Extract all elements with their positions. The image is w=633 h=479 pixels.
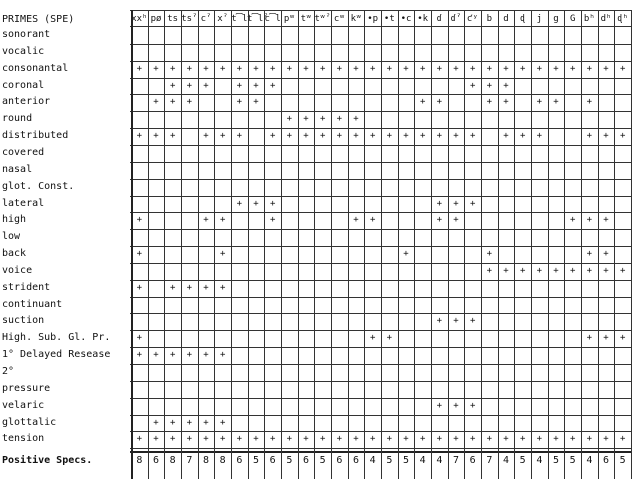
plus-mark: +	[253, 198, 259, 209]
grid-line	[181, 10, 182, 479]
grid-line	[414, 10, 415, 479]
column-header: c͡l	[264, 14, 281, 24]
grid-line	[348, 10, 349, 479]
feature-label: tension	[2, 433, 45, 445]
feature-label: suction	[2, 315, 45, 327]
total-value: 4	[586, 455, 593, 467]
plus-mark: +	[203, 215, 209, 226]
plus-mark: +	[453, 131, 459, 142]
total-value: 6	[302, 455, 310, 467]
plus-mark: +	[169, 63, 176, 74]
feature-label: high	[2, 214, 27, 226]
plus-mark: +	[186, 434, 193, 445]
column-header: xˀ	[217, 14, 229, 24]
column-header: t͡l	[231, 14, 248, 24]
plus-mark: +	[469, 434, 476, 445]
total-value: 7	[186, 455, 193, 467]
total-value: 4	[369, 455, 376, 467]
column-header: tʷˀ	[314, 14, 331, 24]
total-value: 6	[236, 455, 243, 467]
plus-mark: +	[353, 434, 359, 445]
plus-mark: +	[186, 80, 193, 91]
plus-mark: +	[486, 434, 493, 445]
plus-mark: +	[536, 434, 543, 445]
plus-mark: +	[253, 97, 259, 108]
plus-mark: +	[569, 63, 576, 74]
plus-mark: +	[203, 80, 209, 91]
plus-mark: +	[586, 131, 593, 142]
total-value: 8	[219, 455, 226, 467]
plus-mark: +	[236, 131, 243, 142]
plus-mark: +	[619, 265, 626, 276]
plus-mark: +	[203, 434, 209, 445]
plus-mark: +	[153, 417, 159, 428]
plus-mark: +	[486, 265, 493, 276]
feature-label: anterior	[2, 96, 51, 108]
plus-mark: +	[569, 215, 576, 226]
plus-mark: +	[586, 63, 593, 74]
feature-label: glot. Const.	[2, 180, 75, 192]
feature-label: glottalic	[2, 416, 57, 428]
feature-label: voice	[2, 264, 33, 276]
plus-mark: +	[219, 434, 226, 445]
plus-mark: +	[186, 350, 193, 361]
feature-label: covered	[2, 146, 45, 158]
totals-label: Positive Specs.	[2, 455, 93, 467]
plus-mark: +	[203, 350, 209, 361]
plus-mark: +	[319, 434, 326, 445]
column-header: cʷ	[333, 14, 345, 24]
plus-mark: +	[253, 80, 259, 91]
total-value: 5	[319, 455, 326, 467]
plus-mark: +	[403, 434, 409, 445]
plus-mark: +	[269, 434, 276, 445]
plus-mark: +	[236, 63, 243, 74]
plus-mark: +	[169, 417, 176, 428]
total-value: 5	[386, 455, 393, 467]
plus-mark: +	[386, 131, 393, 142]
plus-mark: +	[453, 400, 459, 411]
grid-line	[264, 10, 265, 479]
column-header: d	[503, 14, 509, 24]
plus-mark: +	[369, 333, 376, 344]
plus-mark: +	[453, 215, 459, 226]
plus-mark: +	[453, 198, 459, 209]
plus-mark: +	[136, 350, 143, 361]
plus-mark: +	[586, 434, 593, 445]
plus-mark: +	[153, 97, 159, 108]
grid-line	[198, 10, 199, 479]
plus-mark: +	[503, 80, 509, 91]
plus-mark: +	[136, 434, 143, 445]
total-value: 8	[169, 455, 176, 467]
plus-mark: +	[269, 198, 276, 209]
plus-mark: +	[303, 434, 309, 445]
plus-mark: +	[286, 114, 293, 125]
grid-line	[631, 10, 632, 479]
plus-mark: +	[469, 80, 476, 91]
plus-mark: +	[519, 434, 526, 445]
column-header: g	[553, 14, 559, 24]
plus-mark: +	[269, 215, 276, 226]
column-header: ts	[167, 14, 179, 24]
feature-label: lateral	[2, 197, 45, 209]
total-value: 5	[252, 455, 260, 467]
grid-line	[448, 10, 449, 479]
plus-mark: +	[369, 63, 376, 74]
grid-line	[231, 10, 232, 479]
plus-mark: +	[603, 333, 609, 344]
plus-mark: +	[203, 282, 209, 293]
plus-mark: +	[219, 350, 226, 361]
plus-mark: +	[186, 97, 193, 108]
plus-mark: +	[453, 316, 459, 327]
plus-mark: +	[169, 131, 176, 142]
grid-line	[298, 10, 299, 479]
plus-mark: +	[486, 97, 493, 108]
grid-line	[481, 10, 482, 479]
column-header: ƈʸ	[467, 14, 479, 24]
plus-mark: +	[169, 282, 176, 293]
total-value: 7	[452, 455, 460, 467]
plus-mark: +	[253, 434, 259, 445]
column-header: dʰ	[600, 14, 612, 24]
plus-mark: +	[319, 63, 326, 74]
grid-line	[398, 10, 399, 479]
plus-mark: +	[336, 131, 343, 142]
plus-mark: +	[436, 316, 443, 327]
column-header: ɗˀ	[450, 14, 462, 24]
plus-mark: +	[553, 97, 559, 108]
plus-mark: +	[219, 63, 226, 74]
total-value: 5	[286, 455, 293, 467]
total-value: 6	[336, 455, 343, 467]
plus-mark: +	[519, 63, 526, 74]
plus-mark: +	[553, 434, 559, 445]
plus-mark: +	[136, 282, 143, 293]
column-header: cˀ	[200, 14, 212, 24]
plus-mark: +	[169, 80, 176, 91]
plus-mark: +	[553, 265, 559, 276]
plus-mark: +	[186, 282, 193, 293]
total-value: 5	[569, 455, 576, 467]
plus-mark: +	[619, 434, 626, 445]
plus-mark: +	[136, 131, 143, 142]
plus-mark: +	[236, 198, 243, 209]
plus-mark: +	[536, 97, 543, 108]
total-value: 4	[502, 455, 510, 467]
feature-label: nasal	[2, 163, 33, 175]
plus-mark: +	[336, 434, 343, 445]
feature-label: sonorant	[2, 29, 51, 40]
plus-mark: +	[136, 215, 143, 226]
plus-mark: +	[503, 265, 509, 276]
total-value: 6	[269, 455, 276, 467]
plus-mark: +	[403, 131, 409, 142]
plus-mark: +	[436, 434, 443, 445]
plus-mark: +	[153, 434, 159, 445]
plus-mark: +	[586, 265, 593, 276]
feature-label: distributed	[2, 130, 69, 142]
plus-mark: +	[253, 63, 259, 74]
plus-mark: +	[603, 249, 609, 260]
total-value: 6	[152, 455, 160, 467]
grid-line	[581, 10, 582, 479]
plus-mark: +	[153, 131, 159, 142]
grid-line	[598, 10, 599, 479]
total-value: 6	[469, 455, 476, 467]
plus-mark: +	[503, 434, 509, 445]
plus-mark: +	[503, 131, 509, 142]
plus-mark: +	[236, 97, 243, 108]
plus-mark: +	[453, 434, 459, 445]
feature-label: pressure	[2, 382, 51, 394]
grid-line	[314, 10, 315, 479]
column-header: tʷ	[300, 14, 312, 24]
column-header: b	[486, 14, 493, 24]
plus-mark: +	[569, 265, 576, 276]
plus-mark: +	[136, 333, 143, 344]
grid-line	[431, 10, 432, 479]
plus-mark: +	[603, 63, 609, 74]
plus-mark: +	[486, 80, 493, 91]
total-value: 8	[136, 455, 143, 467]
grid-line	[364, 10, 365, 479]
grid-line	[148, 10, 149, 479]
total-value: 6	[352, 455, 360, 467]
feature-label: strident	[2, 281, 51, 293]
plus-mark: +	[203, 63, 209, 74]
plus-mark: +	[536, 131, 543, 142]
plus-mark: +	[403, 63, 409, 74]
column-header: ɖʰ	[617, 14, 629, 24]
total-value: 6	[602, 455, 610, 467]
plus-mark: +	[269, 63, 276, 74]
plus-mark: +	[136, 63, 143, 74]
feature-label: back	[2, 248, 27, 260]
total-value: 5	[402, 455, 410, 467]
column-header: j	[536, 14, 543, 24]
plus-mark: +	[586, 215, 593, 226]
plus-mark: +	[219, 417, 226, 428]
total-value: 7	[486, 455, 493, 467]
plus-mark: +	[369, 434, 376, 445]
plus-mark: +	[519, 131, 526, 142]
plus-mark: +	[619, 63, 626, 74]
plus-mark: +	[269, 131, 276, 142]
plus-mark: +	[319, 114, 326, 125]
plus-mark: +	[153, 350, 159, 361]
plus-mark: +	[303, 114, 309, 125]
plus-mark: +	[386, 63, 393, 74]
plus-mark: +	[436, 215, 443, 226]
grid-line	[214, 10, 215, 479]
plus-mark: +	[169, 434, 176, 445]
plus-mark: +	[586, 333, 593, 344]
plus-mark: +	[203, 417, 209, 428]
plus-mark: +	[419, 63, 426, 74]
grid-line	[281, 10, 282, 479]
plus-mark: +	[486, 249, 493, 260]
column-header: t͡lˀ	[247, 14, 269, 24]
plus-mark: +	[519, 265, 526, 276]
plus-mark: +	[286, 434, 293, 445]
plus-mark: +	[286, 131, 293, 142]
plus-mark: +	[603, 265, 609, 276]
column-header: ɗ	[436, 14, 443, 24]
total-value: 4	[536, 455, 543, 467]
plus-mark: +	[286, 63, 293, 74]
column-header: •k	[417, 14, 429, 24]
plus-mark: +	[336, 114, 343, 125]
plus-mark: +	[336, 63, 343, 74]
plus-mark: +	[586, 97, 593, 108]
column-header: G	[569, 14, 576, 24]
grid-line	[164, 10, 165, 479]
feature-label: High. Sub. Gl. Pr.	[2, 332, 111, 344]
plus-mark: +	[369, 215, 376, 226]
plus-mark: +	[436, 97, 443, 108]
plus-mark: +	[419, 434, 426, 445]
feature-label: consonantal	[2, 62, 69, 74]
feature-label: 1° Delayed Resease	[2, 349, 111, 361]
plus-mark: +	[369, 131, 376, 142]
feature-label: continuant	[2, 298, 63, 310]
plus-mark: +	[469, 131, 476, 142]
plus-mark: +	[469, 316, 476, 327]
plus-mark: +	[186, 63, 193, 74]
plus-mark: +	[569, 434, 576, 445]
plus-mark: +	[319, 131, 326, 142]
plus-mark: +	[219, 131, 226, 142]
column-header: pø	[150, 14, 162, 24]
grid-line	[614, 10, 615, 479]
column-header: •t	[383, 14, 395, 24]
plus-mark: +	[436, 198, 443, 209]
plus-mark: +	[386, 434, 393, 445]
plus-mark: +	[236, 434, 243, 445]
plus-mark: +	[353, 63, 359, 74]
grid-line	[131, 10, 133, 479]
table-title: PRIMES (SPE)	[2, 14, 75, 25]
grid-line	[548, 10, 549, 479]
plus-mark: +	[536, 63, 543, 74]
total-value: 5	[519, 455, 526, 467]
column-header: xxʰ	[131, 14, 148, 24]
total-value: 5	[619, 455, 626, 467]
column-header: •c	[400, 14, 412, 24]
plus-mark: +	[186, 417, 193, 428]
column-header: •p	[367, 14, 379, 24]
grid-line	[564, 10, 565, 479]
feature-label: vocalic	[2, 45, 45, 57]
plus-mark: +	[536, 265, 543, 276]
feature-label: coronal	[2, 79, 45, 91]
plus-mark: +	[303, 131, 309, 142]
plus-mark: +	[603, 215, 609, 226]
grid-line	[531, 10, 532, 479]
column-header: pʷ	[283, 14, 295, 24]
plus-mark: +	[386, 333, 393, 344]
total-value: 5	[552, 455, 560, 467]
plus-mark: +	[136, 249, 143, 260]
plus-mark: +	[303, 63, 309, 74]
grid-line	[514, 10, 515, 479]
plus-mark: +	[219, 249, 226, 260]
plus-mark: +	[169, 97, 176, 108]
plus-mark: +	[619, 333, 626, 344]
total-value: 4	[419, 455, 426, 467]
plus-mark: +	[219, 282, 226, 293]
feature-label: round	[2, 113, 33, 125]
plus-mark: +	[169, 350, 176, 361]
plus-mark: +	[353, 215, 359, 226]
plus-mark: +	[586, 249, 593, 260]
plus-mark: +	[553, 63, 559, 74]
column-header: tsˀ	[181, 14, 198, 24]
total-value: 4	[436, 455, 443, 467]
plus-mark: +	[503, 97, 509, 108]
plus-mark: +	[469, 63, 476, 74]
grid-line	[248, 10, 249, 479]
plus-mark: +	[436, 63, 443, 74]
plus-mark: +	[619, 131, 626, 142]
plus-mark: +	[219, 215, 226, 226]
grid-line	[464, 10, 465, 479]
plus-mark: +	[603, 434, 609, 445]
grid-line	[381, 10, 382, 479]
plus-mark: +	[469, 400, 476, 411]
feature-label: 2°	[2, 366, 15, 377]
plus-mark: +	[353, 114, 359, 125]
plus-mark: +	[353, 131, 359, 142]
grid-line	[331, 10, 332, 479]
column-header: ɖ	[519, 14, 526, 24]
total-value: 8	[202, 455, 210, 467]
plus-mark: +	[603, 131, 609, 142]
plus-mark: +	[403, 249, 409, 260]
plus-mark: +	[236, 80, 243, 91]
plus-mark: +	[419, 97, 426, 108]
plus-mark: +	[436, 131, 443, 142]
plus-mark: +	[269, 80, 276, 91]
feature-label: low	[2, 231, 21, 243]
plus-mark: +	[153, 63, 159, 74]
plus-mark: +	[469, 198, 476, 209]
column-header: kʷ	[350, 14, 362, 24]
plus-mark: +	[486, 63, 493, 74]
plus-mark: +	[503, 63, 509, 74]
plus-mark: +	[203, 131, 209, 142]
plus-mark: +	[436, 400, 443, 411]
feature-label: velaric	[2, 399, 45, 411]
column-header: bʰ	[583, 14, 595, 24]
plus-mark: +	[453, 63, 459, 74]
plus-mark: +	[419, 131, 426, 142]
grid-line	[498, 10, 499, 479]
